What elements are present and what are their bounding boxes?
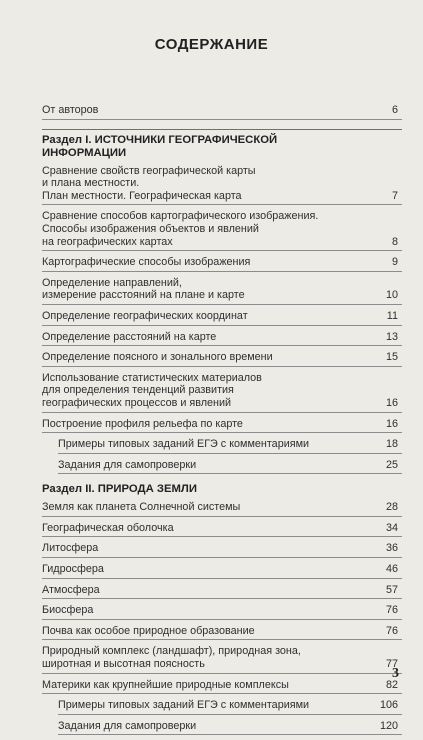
toc-entry-page: 46 xyxy=(385,563,398,576)
toc-entry xyxy=(58,438,402,454)
toc-entry xyxy=(58,459,402,475)
toc-entry-text: Сравнение свойств географической карты и плана местности. План местности. Географическая карта xyxy=(42,164,256,202)
toc-entry-text: Задания для самопроверки xyxy=(58,719,197,732)
toc-entry-page: 77 xyxy=(385,658,398,671)
toc-entry xyxy=(42,104,402,120)
toc-entry xyxy=(58,720,402,736)
toc-entry xyxy=(42,256,402,272)
toc-entry-page: 9 xyxy=(391,256,398,269)
toc-entry xyxy=(42,310,402,326)
toc-entry-page: 76 xyxy=(385,624,398,637)
toc-entry-page: 28 xyxy=(385,501,398,514)
toc-entry-page: 25 xyxy=(385,458,398,471)
toc-entry xyxy=(58,699,402,715)
toc-entry-text: Гидросфера xyxy=(42,563,104,576)
toc-entry-page: 8 xyxy=(391,235,398,248)
toc-entry-text: От авторов xyxy=(42,104,99,116)
toc-entry xyxy=(42,351,402,367)
table-of-contents xyxy=(42,104,402,740)
toc-entry-page: 10 xyxy=(385,289,398,302)
toc-entry xyxy=(42,418,402,434)
toc-entry-text: Определение географических координат xyxy=(42,309,248,322)
toc-entry xyxy=(42,584,402,600)
toc-entry-text: Определение направлений, измерение расстояний на плане и карте xyxy=(42,276,245,302)
toc-entry-text: Примеры типовых заданий ЕГЭ с комментариями xyxy=(58,699,310,712)
toc-entry xyxy=(42,522,402,538)
section-heading: Раздел I. ИСТОЧНИКИ ГЕОГРАФИЧЕСКОЙ ИНФОРМАЦИИ xyxy=(42,129,402,160)
toc-entry-page: 18 xyxy=(385,438,398,451)
toc-entry-page: 7 xyxy=(391,189,398,202)
toc-entry-text: Картографические способы изображения xyxy=(42,256,251,269)
toc-entry xyxy=(42,604,402,620)
toc-entry-page: 15 xyxy=(385,351,398,364)
toc-entry-text: Биосфера xyxy=(42,604,94,617)
toc-entry-text: Построение профиля рельефа по карте xyxy=(42,417,243,430)
toc-entry-text: Определение расстояний на карте xyxy=(42,330,217,343)
page-number: 3 xyxy=(392,666,399,681)
toc-entry-page: 11 xyxy=(386,309,398,322)
section-heading: Раздел II. ПРИРОДА ЗЕМЛИ xyxy=(42,483,197,496)
toc-entry xyxy=(42,645,402,673)
toc-entry-page: 120 xyxy=(379,719,398,732)
toc-entry xyxy=(42,501,402,517)
toc-entry xyxy=(42,679,402,695)
toc-entry-page: 16 xyxy=(385,396,398,409)
toc-entry-text: Географическая оболочка xyxy=(42,521,174,534)
toc-entry-page: 106 xyxy=(379,699,398,712)
page-title: СОДЕРЖАНИЕ xyxy=(154,36,269,53)
toc-entry-text: Сравнение способов картографического изображения. Способы изображения объектов и явлений на географических картах xyxy=(42,210,319,248)
toc-entry xyxy=(42,372,402,413)
toc-entry-page: 13 xyxy=(385,330,398,343)
toc-entry xyxy=(42,277,402,305)
toc-entry-text: Использование статистических материалов для определения тенденций развития географических процессов и явлений xyxy=(42,371,262,409)
toc-entry xyxy=(42,625,402,641)
toc-entry-text: Задания для самопроверки xyxy=(58,458,197,471)
toc-entry-text: Земля как планета Солнечной системы xyxy=(42,501,241,514)
toc-entry xyxy=(42,210,402,251)
toc-entry-page: 36 xyxy=(385,542,398,555)
toc-entry-page: 16 xyxy=(385,417,398,430)
toc-entry-text: Атмосфера xyxy=(42,583,100,596)
toc-entry-text: Литосфера xyxy=(42,542,99,555)
toc-entry-page: 76 xyxy=(385,604,398,617)
toc-entry-text: Почва как особое природное образование xyxy=(42,624,255,637)
toc-entry xyxy=(42,542,402,558)
toc-entry xyxy=(42,165,402,206)
toc-entry-page: 6 xyxy=(391,104,398,116)
toc-entry-text: Примеры типовых заданий ЕГЭ с комментариями xyxy=(58,438,310,451)
toc-entry-page: 57 xyxy=(385,583,398,596)
toc-entry xyxy=(42,563,402,579)
toc-entry-text: Материки как крупнейшие природные комплексы xyxy=(42,678,289,691)
toc-entry-text: Природный комплекс (ландшафт), природная зона, широтная и высотная поясность xyxy=(42,645,301,671)
toc-entry-page: 82 xyxy=(385,678,398,691)
toc-entry-text: Определение поясного и зонального времени xyxy=(42,351,273,364)
toc-entry xyxy=(42,331,402,347)
toc-entry-page: 34 xyxy=(385,521,398,534)
